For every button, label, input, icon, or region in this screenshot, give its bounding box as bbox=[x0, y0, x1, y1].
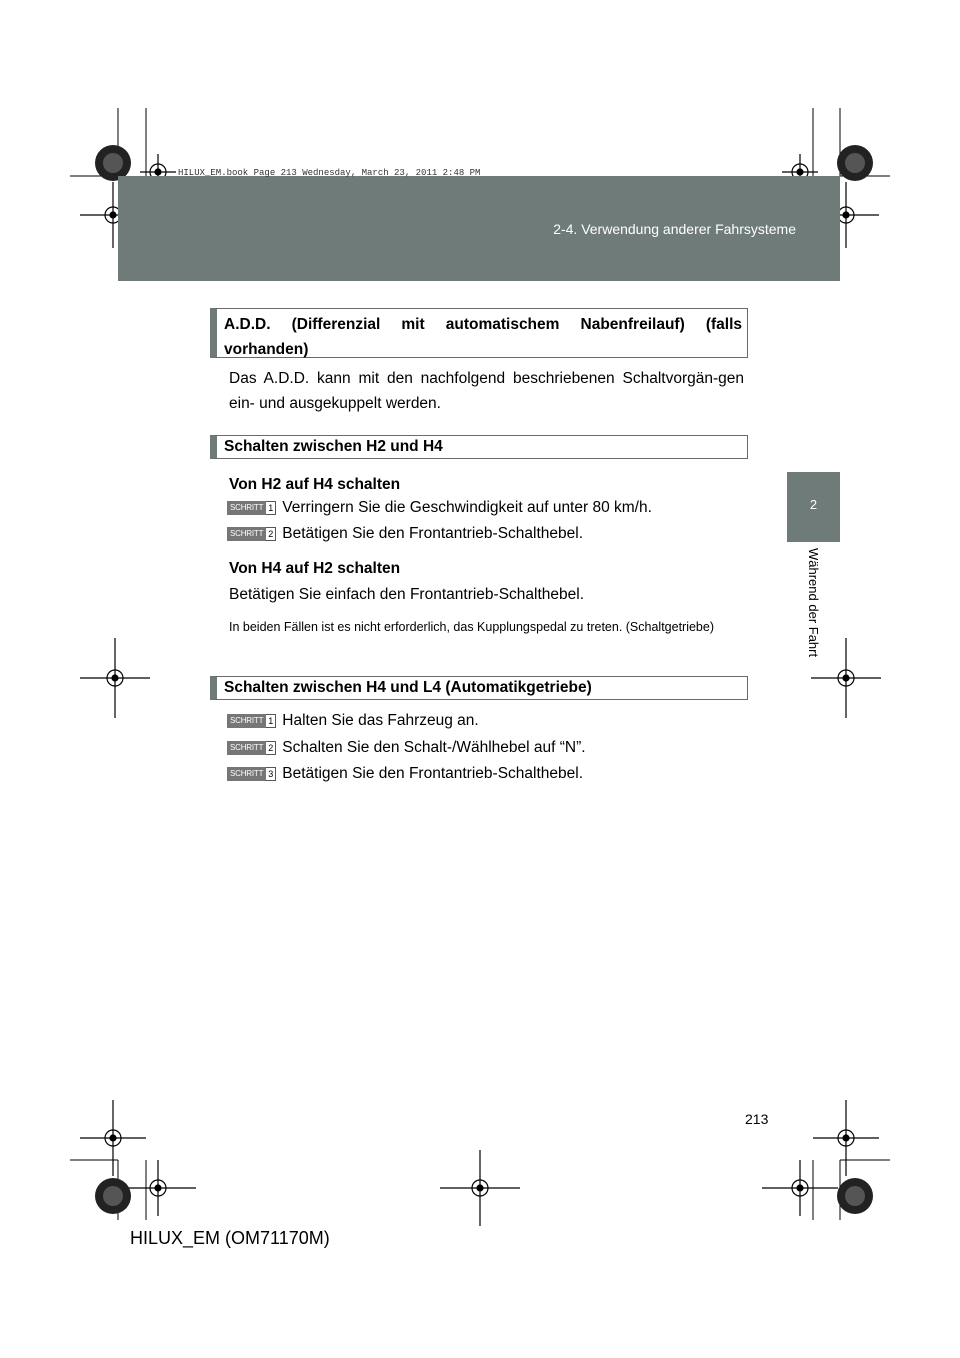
step-badge: SCHRITT 1 bbox=[227, 501, 276, 515]
step-text: Verringern Sie die Geschwindigkeit auf unter 80 km/h. bbox=[282, 499, 652, 516]
step-text: Betätigen Sie den Frontantrieb-Schalthebel. bbox=[282, 765, 584, 782]
section-title: 2-4. Verwendung anderer Fahrsysteme bbox=[553, 221, 796, 237]
step-item bbox=[227, 765, 583, 783]
step-item bbox=[227, 739, 586, 757]
step-item bbox=[227, 499, 652, 517]
step-item bbox=[227, 525, 583, 543]
book-stamp: HILUX_EM.book Page 213 Wednesday, March 23, 2011 2:48 PM bbox=[178, 168, 481, 178]
h4-to-h2-subheading: Von H4 auf H2 schalten bbox=[229, 560, 401, 577]
add-description: Das A.D.D. kann mit den nachfolgend beschriebenen Schaltvorgän-gen ein- und ausgekuppelt werden. bbox=[229, 370, 744, 412]
side-tab-label: Während der Fahrt bbox=[806, 548, 821, 658]
step-badge: SCHRITT 3 bbox=[227, 767, 276, 781]
h4-to-h2-text: Betätigen Sie einfach den Frontantrieb-Schalthebel. bbox=[229, 586, 585, 603]
add-heading: A.D.D. (Differenzial mit automatischem Nabenfreilauf) (falls vorhanden) bbox=[210, 308, 748, 358]
step-badge: SCHRITT 2 bbox=[227, 741, 276, 755]
side-tab-number: 2 bbox=[809, 497, 818, 512]
step-item bbox=[227, 712, 479, 730]
step-text: Halten Sie das Fahrzeug an. bbox=[282, 712, 479, 729]
step-badge: SCHRITT 2 bbox=[227, 527, 276, 541]
document-code: HILUX_EM (OM71170M) bbox=[130, 1228, 330, 1248]
note-text: In beiden Fällen ist es nicht erforderlich, das Kupplungspedal zu treten. (Schaltgetriebe) bbox=[229, 620, 715, 634]
step-text: Schalten Sie den Schalt-/Wählhebel auf “N”. bbox=[282, 739, 586, 756]
step-badge: SCHRITT 1 bbox=[227, 714, 276, 728]
h4-l4-heading: Schalten zwischen H4 und L4 (Automatikgetriebe) bbox=[210, 676, 748, 700]
page-number: 213 bbox=[745, 1111, 769, 1127]
step-text: Betätigen Sie den Frontantrieb-Schalthebel. bbox=[282, 525, 584, 542]
h2-h4-heading: Schalten zwischen H2 und H4 bbox=[210, 435, 748, 459]
h2-to-h4-subheading: Von H2 auf H4 schalten bbox=[229, 476, 401, 493]
